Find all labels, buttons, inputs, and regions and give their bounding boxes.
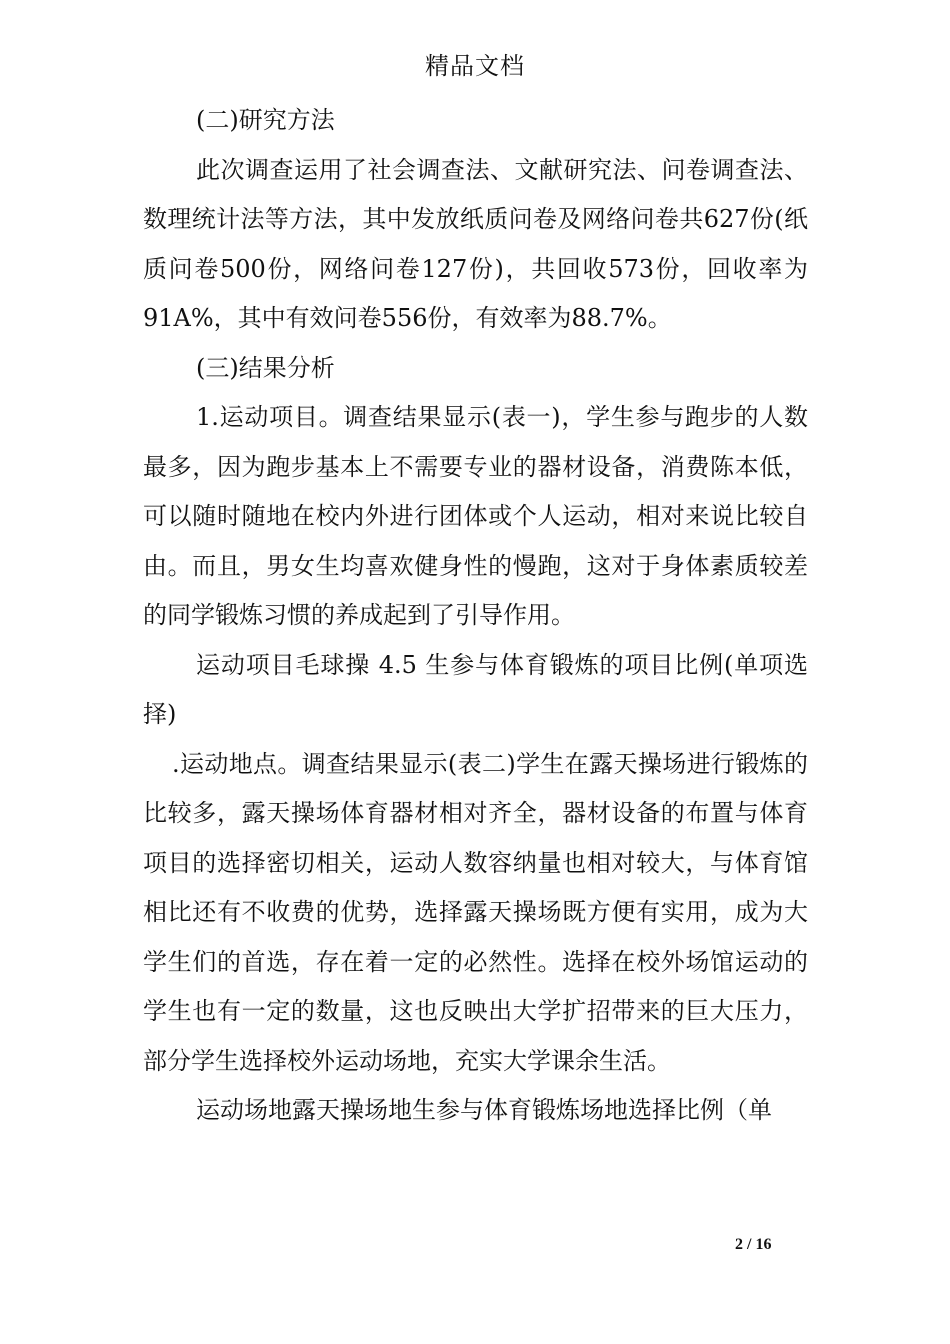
- section-heading-result-analysis: (三)结果分析: [196, 353, 335, 382]
- page-number: 2 / 16: [735, 1236, 772, 1253]
- document-body: [143, 96, 808, 1136]
- document-header-title: 精品文档: [425, 52, 525, 80]
- section-heading-research-methods: (二)研究方法: [196, 106, 335, 134]
- paragraph-research-methods: 此次调查运用了社会调查法、文献研究法、问卷调查法、数理统计法等方法，其中发放纸质问卷及网络问卷共627份(纸质问卷500份，网络问卷127份)，共回收573份，回收率为91A%，其中有效问卷556份，有效率为88.7%。: [143, 155, 808, 332]
- paragraph-sport-location: .运动地点。调查结果显示(表二)学生在露天操场进行锻炼的比较多，露天操场体育器材相对齐全，器材设备的布置与体育项目的选择密切相关，运动人数容纳量也相对较大，与体育馆相比还有不收费的优势，选择露天操场既方便有实用，成为大学生们的首选，存在着一定的必然性。选择在校外场馆运动的学生也有一定的数量，这也反映出大学扩招带来的巨大压力，部分学生选择校外运动场地，充实大学课余生活。: [143, 749, 808, 1075]
- paragraph-sport-items: 1.运动项目。调查结果显示(表一)，学生参与跑步的人数最多，因为跑步基本上不需要专业的器材设备，消费陈本低，可以随时随地在校内外进行团体或个人运动，相对来说比较自由。而且，男女生均喜欢健身性的慢跑，这对于身体素质较差的同学锻炼习惯的养成起到了引导作用。: [143, 403, 808, 629]
- paragraph-sport-venue-caption: 运动场地露天操场地生参与体育锻炼场地选择比例（单: [196, 1096, 772, 1124]
- paragraph-sport-items-caption: 运动项目毛球操 4.5 生参与体育锻炼的项目比例(单项选择): [143, 650, 808, 728]
